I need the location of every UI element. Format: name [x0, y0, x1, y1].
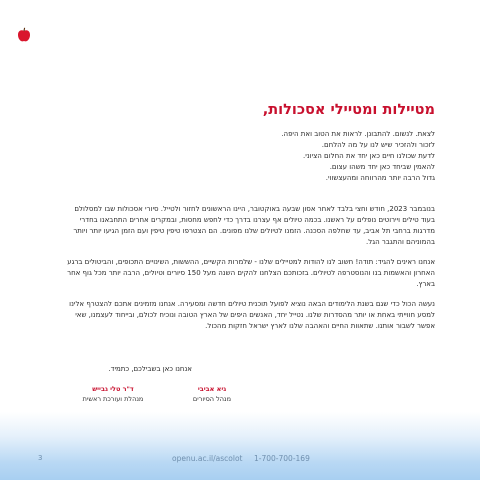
signature-role: מנהלת ועורכת ראשית: [82, 395, 144, 403]
intro-line: לצאת. לנשום. להתבונן. לראות את הטוב ואת היפה.: [281, 130, 435, 138]
intro-line: גדול הרבה יותר מהרווחה ומהעצשווי.: [325, 174, 435, 182]
signature-role: מנהל הסיורים: [192, 395, 232, 403]
page-title: מטיילות ומטיילי אסכולות,: [262, 102, 435, 118]
letter-content: [58, 101, 435, 332]
website-link[interactable]: openu.ac.il/ascolot: [172, 454, 243, 463]
body-paragraph: בנובמבר 2023, חודש וחצי בלבד לאחר אסון שבעה באוקטובר, היינו הראשונים לחזור ולטייל. סיורי אסכולות שבו למסלולם בעוד טילים ויירוטים נופלים על ראשנו. בכמה טיולים אף עצרנו בדרך כדי לחפש מחסות, ובמקרים אחרים התחבאנו בחדרי מדרגות ברחבי תל אביב, עד שחלפה הסכנה. הזמנו לטיולים שלנו מפונים. הם הצטרפו טיפין טיפין ועם הזמן הגיעו יותר ויותר בהמוניהם והתגבר הגל.: [73, 205, 435, 246]
body-paragraph: נעשה הכול כדי שגם בשנת הלימודים הבאה נוציא לפועל תוכנית טיולים חדשה ומסעירה. אנחנו מזמינים אתכם להצטרף אלינו למסע חווייתי באחת או יותר מהסדרות שלנו. נטייל יחד, האנשים היפים של הארץ הטובה ונוכיח לכולם, ובייחוד לעצמנו, שאי אפשר לשבור אותנו. שתאוות החיים והאהבה שלנו לארץ ישראל חזקות מהכול.: [69, 300, 435, 330]
signature-name: גיא אביבי: [197, 385, 227, 393]
intro-line: להאמין שביחד כאן יחד משהו עצום.: [329, 163, 435, 171]
intro-line: לזכור ולהזכיר שיש לנו על מה להלחם.: [321, 141, 435, 149]
footer-band: [0, 412, 480, 480]
page-number: 3: [38, 454, 43, 462]
signature-name: ד"ר טלי גבייש: [92, 385, 134, 393]
closing-line: אנחנו כאן בשבילכם, כתמיד.: [108, 365, 192, 373]
body-paragraph: אנחנו ראינים להגיד: תודה! חשוב לנו להודות למטיילים שלנו - שלמרות הקשיים, ההששות, השינויים התכופים, והביטולים ברגע האחרון והאשמות בנו והנוסטרפה לטיולים. בזכותכם הצלחנו להקים השנה מעל 150 סיורים וטיולים, הרבה יותר מכל גוף אחר בארץ.: [67, 258, 435, 288]
intro-block: [58, 129, 435, 184]
phone-number[interactable]: 1-700-700-169: [254, 454, 310, 463]
signature-block: [179, 384, 245, 404]
signature-block: [73, 384, 153, 404]
apple-icon: [17, 27, 31, 43]
intro-line: לדעת שכולנו חיים כאן יחד את החלום הציוני.: [303, 152, 435, 160]
